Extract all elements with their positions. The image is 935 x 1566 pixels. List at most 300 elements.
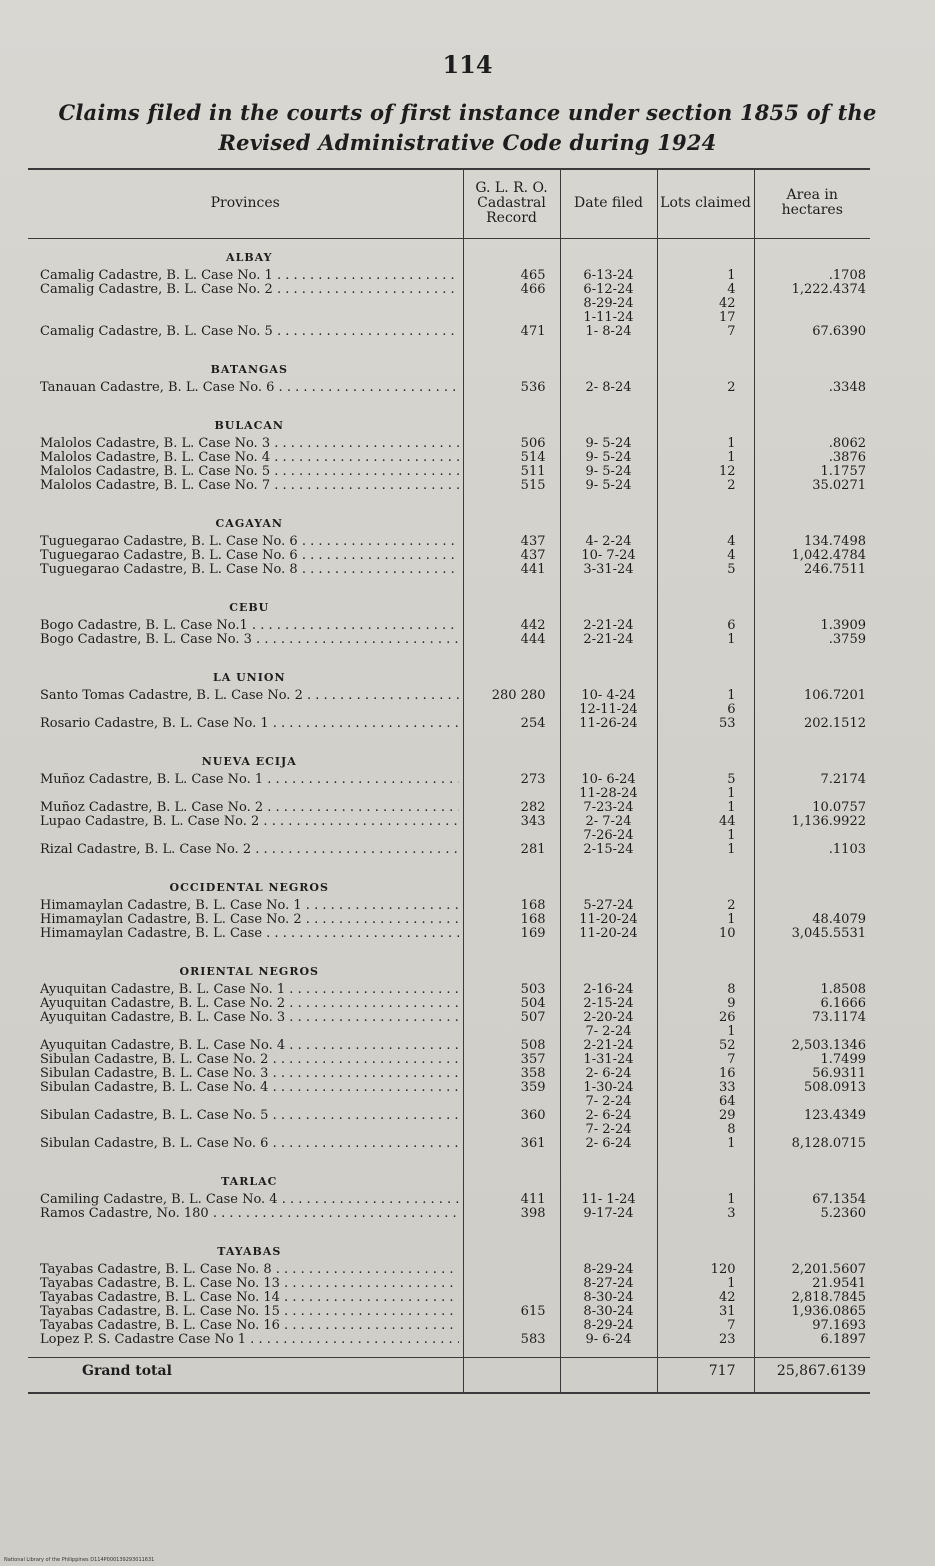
date-value: 8-30-24 (583, 1305, 634, 1319)
date-value: 9- 5-24 (585, 451, 632, 465)
area-cell: 1,936.0865 (754, 1305, 870, 1319)
lots-value: 1 (727, 451, 736, 465)
lots-cell (657, 1137, 754, 1161)
record-cell: 506 (463, 437, 560, 451)
case-cell (28, 717, 463, 741)
section-heading: OCCIDENTAL NEGROS (169, 881, 329, 894)
section-spacer-cell (754, 503, 870, 535)
date-value: 6-13-24 (583, 269, 634, 283)
lots-cell (657, 451, 754, 465)
lots-value: 17 (718, 310, 736, 325)
lots-cell (657, 479, 754, 503)
date-value: 2-21-24 (583, 1039, 634, 1053)
date-value: 9- 5-24 (585, 437, 632, 451)
area-cell: 6.1897 (754, 1333, 870, 1358)
area-cell: 1,042.4784 (754, 549, 870, 563)
area-cell: 1.3909 (754, 619, 870, 633)
header-row (28, 169, 870, 239)
area-cell: 202.1512 (754, 717, 870, 741)
date-cell (560, 269, 657, 283)
section-spacer-cell (560, 405, 657, 437)
date-value: 8-29-24 (583, 296, 634, 311)
date-cell (560, 1011, 657, 1039)
section-row (28, 1231, 870, 1263)
lots-cell (657, 283, 754, 325)
area-cell: 67.1354 (754, 1193, 870, 1207)
case-cell (28, 1333, 463, 1358)
section-spacer-cell (754, 741, 870, 773)
section-spacer-cell (463, 1161, 560, 1193)
date-cell (560, 1039, 657, 1053)
case-cell (28, 269, 463, 283)
section-heading: CEBU (229, 601, 270, 614)
lots-value: 1 (727, 843, 736, 857)
record-cell: 282 (463, 801, 560, 815)
area-cell: 97.1693 (754, 1319, 870, 1333)
date-cell (560, 1193, 657, 1207)
lots-value: 4 (727, 535, 736, 549)
date-cell (560, 1081, 657, 1109)
date-value: 4- 2-24 (585, 535, 632, 549)
area-cell: 67.6390 (754, 325, 870, 349)
lots-value: 52 (718, 1039, 736, 1053)
record-cell: 444 (463, 633, 560, 657)
lots-cell (657, 983, 754, 997)
lots-cell (657, 1263, 754, 1277)
section-spacer-cell (754, 951, 870, 983)
case-name: Malolos Cadastre, B. L. Case No. 5 . . . (40, 465, 459, 479)
section-spacer-cell (560, 1231, 657, 1263)
date-value: 11-20-24 (579, 927, 638, 941)
case-cell (28, 1039, 463, 1053)
area-cell: 5.2360 (754, 1207, 870, 1231)
section-spacer-cell (657, 657, 754, 689)
record-cell: 437 (463, 535, 560, 549)
date-value: 5-27-24 (583, 899, 634, 913)
case-name: Himamaylan Cadastre, B. L. Case No. 2 . . . (40, 913, 459, 927)
date-cell (560, 815, 657, 843)
table-row (28, 1137, 870, 1161)
lots-cell (657, 1067, 754, 1081)
case-name: Camalig Cadastre, B. L. Case No. 2 . . . (40, 283, 459, 297)
case-cell (28, 1193, 463, 1207)
record-cell: 583 (463, 1333, 560, 1358)
case-cell (28, 283, 463, 325)
date-value: 2-15-24 (583, 843, 634, 857)
date-cell (560, 633, 657, 657)
lots-cell (657, 913, 754, 927)
section-spacer-cell (657, 867, 754, 899)
header-province: Provinces (28, 169, 463, 239)
record-cell: 168 (463, 899, 560, 913)
section-spacer-cell (560, 587, 657, 619)
date-cell (560, 997, 657, 1011)
case-cell (28, 325, 463, 349)
table-row (28, 1263, 870, 1277)
case-name: Rizal Cadastre, B. L. Case No. 2 . . . (40, 843, 459, 857)
case-name: Tuguegarao Cadastre, B. L. Case No. 6 . . . (40, 549, 459, 563)
case-cell (28, 899, 463, 913)
date-value: 9- 6-24 (585, 1333, 632, 1347)
record-cell: 280 280 (463, 689, 560, 717)
case-name: Sibulan Cadastre, B. L. Case No. 5 . . . (40, 1109, 459, 1123)
lots-cell (657, 1291, 754, 1305)
case-cell (28, 983, 463, 997)
table-row (28, 801, 870, 815)
date-value: 1-30-24 (583, 1081, 634, 1095)
record-cell: 515 (463, 479, 560, 503)
area-cell: 134.7498 (754, 535, 870, 549)
case-name: Tuguegarao Cadastre, B. L. Case No. 6 . . . (40, 535, 459, 549)
case-cell (28, 927, 463, 951)
lots-cell (657, 437, 754, 451)
date-cell (560, 563, 657, 587)
grand-total-area: 25,867.6139 (754, 1358, 870, 1385)
case-cell (28, 479, 463, 503)
case-name: Bogo Cadastre, B. L. Case No. 3 . . . (40, 633, 459, 647)
table-row (28, 1277, 870, 1291)
area-cell: .3876 (754, 451, 870, 465)
case-name: Camalig Cadastre, B. L. Case No. 1 . . . (40, 269, 459, 283)
date-value: 3-31-24 (583, 563, 634, 577)
area-cell: 56.9311 (754, 1067, 870, 1081)
date-cell (560, 1319, 657, 1333)
section-row (28, 951, 870, 983)
table-body (28, 239, 870, 1358)
section-spacer-cell (754, 867, 870, 899)
record-cell: 471 (463, 325, 560, 349)
table-row (28, 899, 870, 913)
lots-value: 1 (727, 786, 736, 801)
date-value: 7- 2-24 (585, 1024, 632, 1039)
header-lots: Lots claimed (657, 169, 754, 239)
case-name: Ayuquitan Cadastre, B. L. Case No. 4 . . . (40, 1039, 459, 1053)
case-name: Tayabas Cadastre, B. L. Case No. 14 . . . (40, 1291, 459, 1305)
case-name: Tayabas Cadastre, B. L. Case No. 15 . . . (40, 1305, 459, 1319)
case-cell (28, 381, 463, 405)
section-spacer-cell (463, 741, 560, 773)
date-value: 7-23-24 (583, 801, 634, 815)
lots-value: 42 (718, 296, 736, 311)
case-cell (28, 773, 463, 801)
table-row (28, 1011, 870, 1039)
case-cell (28, 1319, 463, 1333)
section-spacer-cell (463, 657, 560, 689)
lots-value: 16 (718, 1067, 736, 1081)
section-spacer-cell (657, 1231, 754, 1263)
record-cell: 343 (463, 815, 560, 843)
record-cell: 465 (463, 269, 560, 283)
lots-value: 1 (727, 689, 736, 703)
lots-cell (657, 843, 754, 867)
lots-value: 64 (718, 1094, 736, 1109)
section-spacer-cell (657, 405, 754, 437)
case-cell (28, 437, 463, 451)
record-cell: 442 (463, 619, 560, 633)
area-cell: .1103 (754, 843, 870, 867)
lots-cell (657, 1319, 754, 1333)
claims-table (28, 168, 870, 1394)
record-cell: 466 (463, 283, 560, 325)
lots-cell (657, 325, 754, 349)
section-row (28, 587, 870, 619)
lots-value: 8 (727, 1122, 736, 1137)
section-row (28, 1161, 870, 1193)
table-row (28, 773, 870, 801)
case-cell (28, 1291, 463, 1305)
grand-total-lots: 717 (657, 1358, 754, 1385)
case-name: Ayuquitan Cadastre, B. L. Case No. 1 . . . (40, 983, 459, 997)
date-cell (560, 717, 657, 741)
lots-value: 7 (727, 325, 736, 339)
lots-cell (657, 633, 754, 657)
area-cell: .1708 (754, 269, 870, 283)
lots-value: 44 (718, 815, 736, 829)
date-value: 12-11-24 (579, 702, 638, 717)
section-spacer-cell (560, 503, 657, 535)
table-row (28, 381, 870, 405)
lots-cell (657, 689, 754, 717)
date-cell (560, 983, 657, 997)
area-cell (754, 899, 870, 913)
date-cell (560, 437, 657, 451)
table-row (28, 1193, 870, 1207)
lots-cell (657, 1305, 754, 1319)
case-name: Muñoz Cadastre, B. L. Case No. 2 . . . (40, 801, 459, 815)
area-cell: 8,128.0715 (754, 1137, 870, 1161)
case-cell (28, 619, 463, 633)
lots-cell (657, 381, 754, 405)
section-spacer-cell (657, 503, 754, 535)
grand-total-date (560, 1358, 657, 1385)
area-cell: 2,818.7845 (754, 1291, 870, 1305)
area-cell: .3759 (754, 633, 870, 657)
case-cell (28, 465, 463, 479)
lots-value: 5 (727, 563, 736, 577)
lots-cell (657, 815, 754, 843)
section-heading: TAYABAS (217, 1245, 282, 1258)
case-name: Himamaylan Cadastre, B. L. Case No. 1 . . . (40, 899, 459, 913)
case-name: Lopez P. S. Cadastre Case No 1 . . . (40, 1333, 459, 1347)
area-cell: 6.1666 (754, 997, 870, 1011)
lots-cell (657, 997, 754, 1011)
case-name: Camiling Cadastre, B. L. Case No. 4 . . . (40, 1193, 459, 1207)
date-value: 2-20-24 (583, 1011, 634, 1025)
section-spacer-cell (463, 587, 560, 619)
area-cell: 73.1174 (754, 1011, 870, 1039)
case-cell (28, 913, 463, 927)
date-value: 8-27-24 (583, 1277, 634, 1291)
date-cell (560, 549, 657, 563)
date-value: 11- 1-24 (581, 1193, 636, 1207)
header-date: Date filed (560, 169, 657, 239)
lots-value: 10 (718, 927, 736, 941)
table-row (28, 1039, 870, 1053)
lots-value: 6 (727, 702, 736, 717)
area-cell: 508.0913 (754, 1081, 870, 1109)
date-value: 2- 6-24 (585, 1137, 632, 1151)
table-row (28, 451, 870, 465)
case-name: Tayabas Cadastre, B. L. Case No. 8 . . . (40, 1263, 459, 1277)
section-heading: CAGAYAN (215, 517, 283, 530)
lots-cell (657, 1081, 754, 1109)
case-name: Lupao Cadastre, B. L. Case No. 2 . . . (40, 815, 459, 829)
case-cell (28, 1137, 463, 1161)
lots-value: 4 (727, 549, 736, 563)
case-cell (28, 563, 463, 587)
lots-value: 1 (727, 801, 736, 815)
record-cell: 361 (463, 1137, 560, 1161)
record-cell: 168 (463, 913, 560, 927)
record-cell: 514 (463, 451, 560, 465)
lots-value: 7 (727, 1053, 736, 1067)
case-cell (28, 1263, 463, 1277)
case-name: Santo Tomas Cadastre, B. L. Case No. 2 . . . (40, 689, 459, 703)
lots-cell (657, 1109, 754, 1137)
area-cell: .8062 (754, 437, 870, 451)
case-name: Sibulan Cadastre, B. L. Case No. 6 . . . (40, 1137, 459, 1151)
case-name: Tayabas Cadastre, B. L. Case No. 13 . . . (40, 1277, 459, 1291)
record-cell (463, 1291, 560, 1305)
section-spacer-cell (463, 239, 560, 270)
date-cell (560, 843, 657, 867)
lots-cell (657, 1193, 754, 1207)
lots-value: 1 (727, 1277, 736, 1291)
section-spacer-cell (754, 587, 870, 619)
date-value: 1- 8-24 (585, 325, 632, 339)
date-value: 1-31-24 (583, 1053, 634, 1067)
section-row (28, 239, 870, 270)
section-spacer-cell (560, 239, 657, 270)
section-spacer-cell (754, 349, 870, 381)
date-cell (560, 1207, 657, 1231)
case-cell (28, 633, 463, 657)
date-value: 2-21-24 (583, 619, 634, 633)
table-row (28, 983, 870, 997)
claims-table-wrapper (28, 168, 870, 1394)
lots-value: 3 (727, 1207, 736, 1221)
lots-cell (657, 1039, 754, 1053)
lots-value: 1 (727, 633, 736, 647)
lots-value: 1 (727, 828, 736, 843)
date-value: 2-15-24 (583, 997, 634, 1011)
table-row (28, 843, 870, 867)
lots-cell (657, 1011, 754, 1039)
date-cell (560, 1333, 657, 1358)
section-spacer-cell (754, 1231, 870, 1263)
lots-value: 53 (718, 717, 736, 731)
section-row (28, 741, 870, 773)
section-spacer-cell (463, 349, 560, 381)
record-cell (463, 1319, 560, 1333)
record-cell: 398 (463, 1207, 560, 1231)
date-value: 10- 4-24 (581, 689, 636, 703)
section-spacer-cell (754, 405, 870, 437)
section-spacer-cell (463, 951, 560, 983)
section-spacer-cell (463, 503, 560, 535)
case-cell (28, 843, 463, 867)
case-name: Himamaylan Cadastre, B. L. Case . . . (40, 927, 459, 941)
case-cell (28, 1305, 463, 1319)
section-heading: LA UNION (212, 671, 286, 684)
lots-value: 9 (727, 997, 736, 1011)
case-cell (28, 1011, 463, 1039)
case-name: Sibulan Cadastre, B. L. Case No. 3 . . . (40, 1067, 459, 1081)
record-cell: 508 (463, 1039, 560, 1053)
lots-cell (657, 563, 754, 587)
date-cell (560, 1305, 657, 1319)
table-row (28, 535, 870, 549)
grand-total-row (28, 1358, 870, 1385)
table-row (28, 619, 870, 633)
case-cell (28, 451, 463, 465)
record-cell: 437 (463, 549, 560, 563)
lots-cell (657, 1207, 754, 1231)
table-row (28, 927, 870, 951)
case-name: Ramos Cadastre, No. 180 . . . (40, 1207, 459, 1221)
date-value: 2- 7-24 (585, 815, 632, 829)
case-name: Rosario Cadastre, B. L. Case No. 1 . . . (40, 717, 459, 731)
section-spacer-cell (560, 349, 657, 381)
area-cell: 3,045.5531 (754, 927, 870, 951)
table-row (28, 563, 870, 587)
archive-footer: National Library of the Philippines D114P000139293011631 (4, 1557, 155, 1563)
area-cell: 1,222.4374 (754, 283, 870, 325)
record-cell: 615 (463, 1305, 560, 1319)
page-number: 114 (442, 50, 493, 79)
table-row (28, 283, 870, 325)
table-row (28, 325, 870, 349)
lots-cell (657, 773, 754, 801)
date-value: 8-30-24 (583, 1291, 634, 1305)
date-cell (560, 1053, 657, 1067)
area-cell: 35.0271 (754, 479, 870, 503)
date-cell (560, 1109, 657, 1137)
section-heading: BATANGAS (210, 363, 288, 376)
date-cell (560, 451, 657, 465)
lots-value: 6 (727, 619, 736, 633)
lots-cell (657, 535, 754, 549)
date-cell (560, 927, 657, 951)
table-row (28, 913, 870, 927)
header-area: Area in hectares (754, 169, 870, 239)
section-heading: ALBAY (226, 251, 273, 264)
section-heading: ORIENTAL NEGROS (179, 965, 319, 978)
lots-cell (657, 801, 754, 815)
header-record: G. L. R. O. Cadastral Record (463, 169, 560, 239)
date-cell (560, 1277, 657, 1291)
area-cell: .3348 (754, 381, 870, 405)
lots-value: 26 (718, 1011, 736, 1025)
section-spacer-cell (657, 741, 754, 773)
section-spacer-cell (560, 1161, 657, 1193)
date-value: 1-11-24 (583, 310, 634, 325)
table-row (28, 1081, 870, 1109)
case-cell (28, 1067, 463, 1081)
table-row (28, 1109, 870, 1137)
case-cell (28, 689, 463, 717)
date-cell (560, 283, 657, 325)
section-heading: NUEVA ECIJA (201, 755, 297, 768)
date-value: 8-29-24 (583, 1319, 634, 1333)
date-cell (560, 913, 657, 927)
table-row (28, 465, 870, 479)
lots-cell (657, 927, 754, 951)
section-spacer-cell (560, 657, 657, 689)
record-cell: 536 (463, 381, 560, 405)
area-cell: 1.1757 (754, 465, 870, 479)
table-row (28, 1319, 870, 1333)
